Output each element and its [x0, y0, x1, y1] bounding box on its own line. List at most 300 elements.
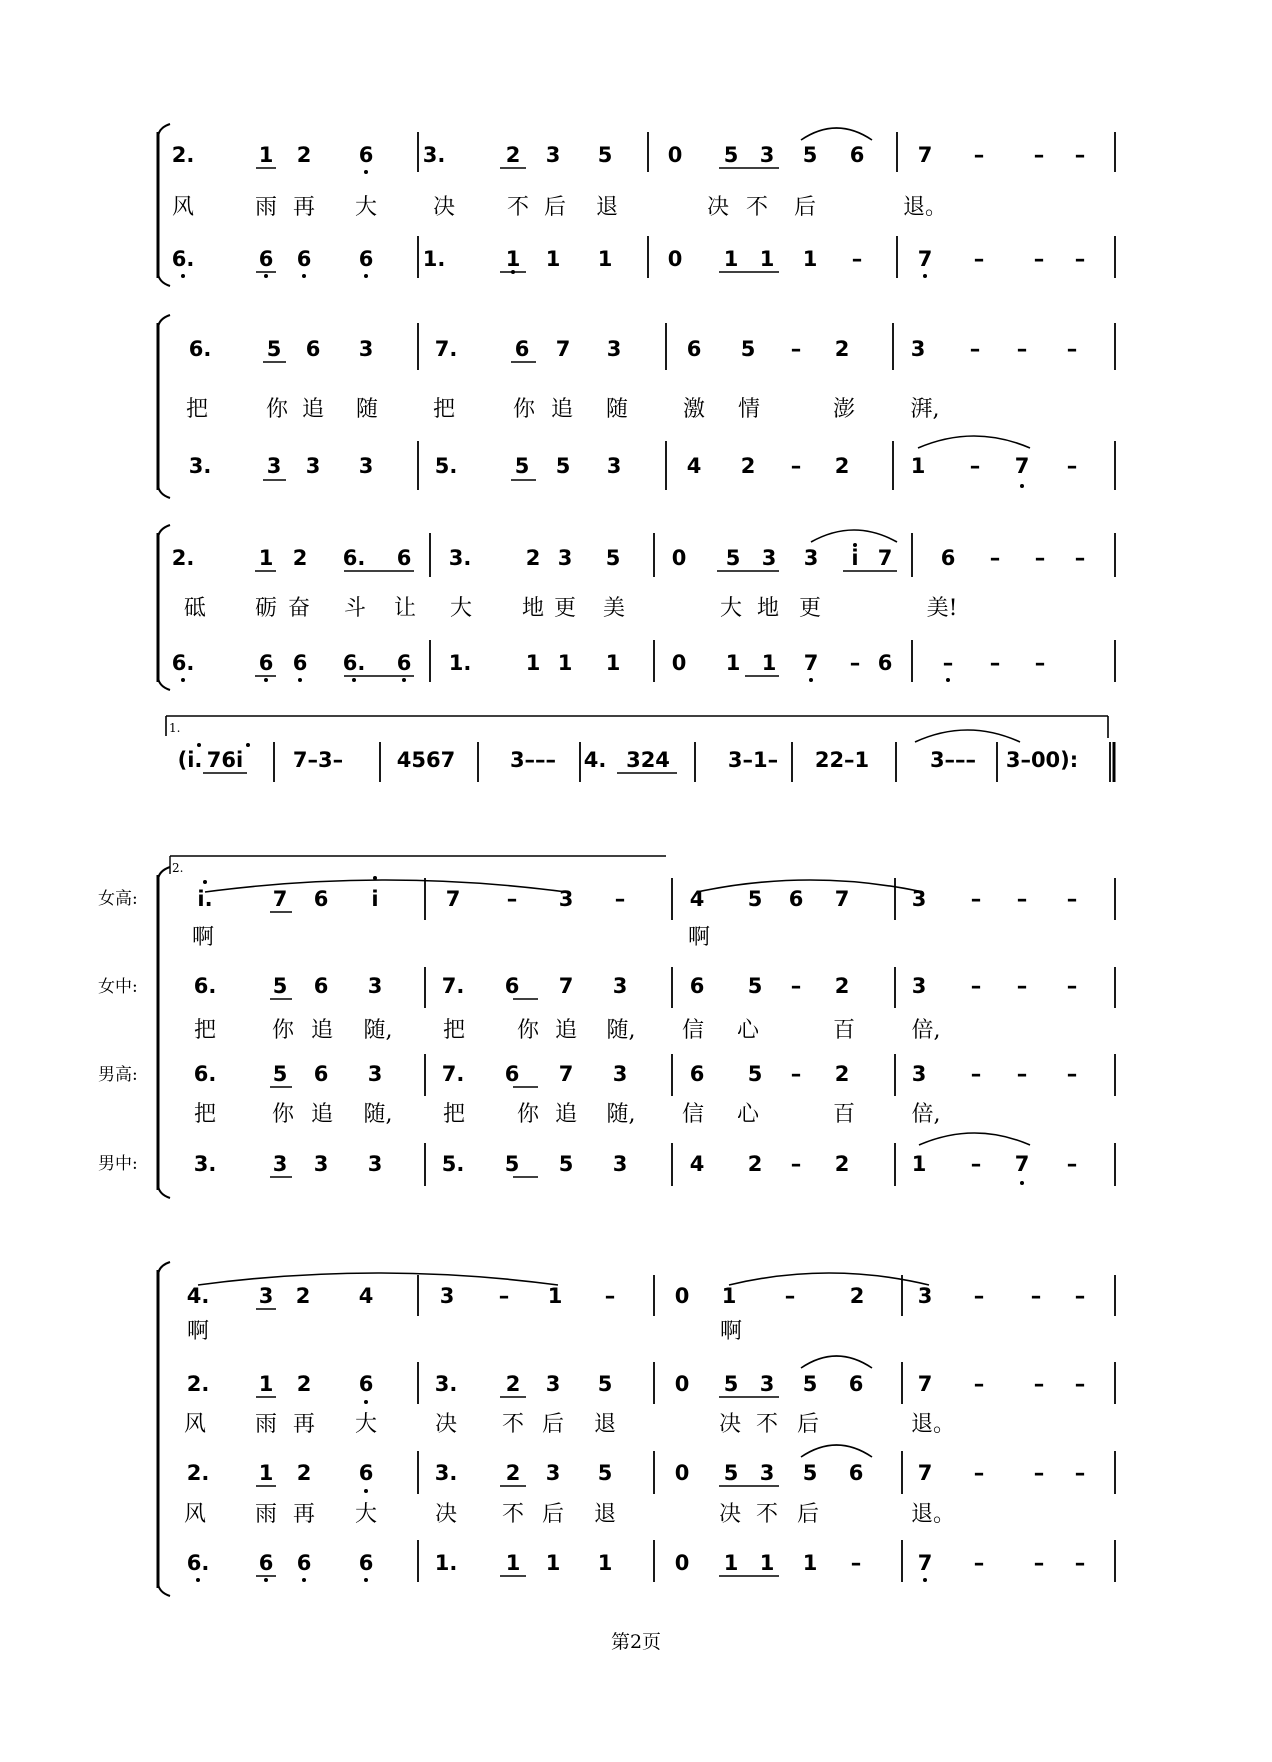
octave-dot: [809, 678, 813, 682]
octave-dot: [181, 678, 185, 682]
jianpu-note: 3: [358, 337, 374, 361]
jianpu-note: 3: [272, 1152, 288, 1176]
part-label: 女高:: [98, 889, 138, 909]
lyric-syllable: 激: [682, 397, 706, 422]
jianpu-note: 1: [545, 247, 561, 271]
jianpu-note: 3: [759, 1461, 775, 1485]
jianpu-note: 1: [759, 247, 775, 271]
jianpu-note: 4: [689, 887, 705, 911]
lyric-syllable: 啊: [186, 1319, 210, 1344]
jianpu-note: 6: [258, 247, 274, 271]
jianpu-note: –: [1066, 1062, 1078, 1086]
lyric-syllable: 决: [434, 1502, 458, 1527]
jianpu-note: 5: [555, 454, 571, 478]
jianpu-note: –: [498, 1284, 510, 1308]
jianpu-note: 5: [723, 1372, 739, 1396]
jianpu-note: 2.: [171, 143, 195, 167]
jianpu-note: 6: [689, 1062, 705, 1086]
lyric-syllable: 澎: [832, 397, 856, 422]
bracket-hook-bottom: [158, 676, 170, 690]
jianpu-note: 1: [505, 247, 521, 271]
lyric-syllable: 不: [506, 195, 530, 220]
jianpu-note: 5: [514, 454, 530, 478]
slur: [801, 128, 872, 140]
lyric-syllable: 随: [605, 397, 629, 422]
jianpu-note: 6: [258, 651, 274, 675]
octave-dot: [246, 743, 250, 747]
jianpu-note: 2: [296, 1372, 312, 1396]
jianpu-note: 5: [802, 143, 818, 167]
jianpu-note: 0: [674, 1284, 690, 1308]
part-label: 男中:: [98, 1154, 138, 1174]
jianpu-note: 7: [917, 143, 933, 167]
jianpu-note: 2: [740, 454, 756, 478]
jianpu-note: –: [851, 247, 863, 271]
interlude-segment: 4567: [396, 748, 456, 772]
lyric-syllable: 追: [554, 1102, 578, 1127]
jianpu-note: 5: [747, 974, 763, 998]
jianpu-note: 3: [911, 887, 927, 911]
jianpu-note: 5.: [434, 454, 458, 478]
jianpu-note: 6: [396, 546, 412, 570]
jianpu-note: 1.: [422, 247, 446, 271]
jianpu-note: 3: [305, 454, 321, 478]
lyric-syllable: 砥: [183, 596, 207, 621]
slur: [915, 730, 1020, 742]
jianpu-note: 1.: [448, 651, 472, 675]
jianpu-note: 1: [525, 651, 541, 675]
jianpu-note: –: [790, 454, 802, 478]
jianpu-note: 6: [504, 974, 520, 998]
jianpu-note: 2: [292, 546, 308, 570]
jianpu-note: 7: [834, 887, 850, 911]
volta-2-label: 2.: [172, 861, 184, 875]
lyric-syllable: 你: [516, 1018, 540, 1043]
jianpu-note: 5.: [441, 1152, 465, 1176]
jianpu-note: –: [1033, 1372, 1045, 1396]
jianpu-note: –: [942, 651, 954, 675]
lyric-syllable: 再: [292, 1502, 316, 1527]
jianpu-note: 1: [910, 454, 926, 478]
lyric-syllable: 不: [755, 1502, 779, 1527]
jianpu-note: 2: [296, 143, 312, 167]
octave-dot: [923, 274, 927, 278]
jianpu-note: 6.: [171, 247, 195, 271]
jianpu-note: –: [1033, 1461, 1045, 1485]
lyric-syllable: 信: [681, 1102, 705, 1127]
jianpu-note: 2: [296, 1461, 312, 1485]
bracket-hook-bottom: [158, 484, 170, 498]
jianpu-note: 7: [917, 1372, 933, 1396]
lyric-syllable: 地: [521, 596, 545, 621]
jianpu-note: 7: [1014, 454, 1030, 478]
jianpu-note: 2: [505, 143, 521, 167]
lyric-syllable: 大: [449, 596, 473, 621]
jianpu-note: –: [973, 1461, 985, 1485]
octave-dot: [264, 678, 268, 682]
lyric-syllable: 更: [798, 596, 822, 621]
lyric-syllable: 更: [553, 596, 577, 621]
interlude-segment: 4.: [583, 748, 607, 772]
jianpu-note: –: [1034, 546, 1046, 570]
jianpu-note: 3.: [422, 143, 446, 167]
lyric-syllable: 情: [737, 397, 761, 422]
jianpu-note: 6: [358, 1372, 374, 1396]
jianpu-note: 4: [358, 1284, 374, 1308]
jianpu-note: –: [1074, 1284, 1086, 1308]
interlude-segment: 3–1–: [727, 748, 779, 772]
jianpu-note: 6: [877, 651, 893, 675]
lyric-syllable: 不: [501, 1502, 525, 1527]
lyric-syllable: 退: [593, 1502, 617, 1527]
jianpu-note: –: [790, 337, 802, 361]
bracket-hook-top: [158, 867, 170, 881]
lyric-syllable: 退。: [910, 1502, 956, 1527]
jianpu-note: 6: [358, 143, 374, 167]
lyric-syllable: 心: [736, 1018, 760, 1043]
lyric-syllable: 随,: [606, 1018, 636, 1043]
jianpu-note: –: [969, 454, 981, 478]
jianpu-note: 1: [597, 247, 613, 271]
jianpu-note: –: [1074, 143, 1086, 167]
lyric-syllable: 湃,: [910, 397, 940, 422]
lyric-syllable: 随,: [363, 1102, 393, 1127]
lyric-syllable: 美!: [926, 596, 958, 621]
jianpu-note: –: [1074, 247, 1086, 271]
bracket-hook-bottom: [158, 1582, 170, 1596]
jianpu-note: 1: [258, 1461, 274, 1485]
lyric-syllable: 退: [595, 195, 619, 220]
jianpu-note: 6: [258, 1551, 274, 1575]
jianpu-note: 4: [689, 1152, 705, 1176]
lyric-syllable: 退。: [902, 195, 948, 220]
jianpu-note: –: [849, 651, 861, 675]
lyric-syllable: 雨: [254, 1412, 278, 1437]
jianpu-note: 3: [910, 337, 926, 361]
jianpu-note: –: [970, 1062, 982, 1086]
jianpu-note: 3: [612, 1062, 628, 1086]
lyric-syllable: 不: [745, 195, 769, 220]
jianpu-note: 5: [266, 337, 282, 361]
lyric-syllable: 你: [271, 1018, 295, 1043]
jianpu-note: –: [1066, 454, 1078, 478]
octave-dot: [302, 274, 306, 278]
lyric-syllable: 决: [718, 1412, 742, 1437]
lyric-syllable: 追: [550, 397, 574, 422]
jianpu-note: 3: [313, 1152, 329, 1176]
jianpu-note: 3.: [448, 546, 472, 570]
interlude-segment: 324: [626, 748, 670, 772]
jianpu-note: 2: [295, 1284, 311, 1308]
jianpu-note: 3: [557, 546, 573, 570]
jianpu-note: 2: [834, 974, 850, 998]
lyric-syllable: 你: [512, 397, 536, 422]
jianpu-note: 7.: [434, 337, 458, 361]
jianpu-note: –: [1016, 1062, 1028, 1086]
jianpu-note: –: [1034, 651, 1046, 675]
jianpu-note: 2.: [186, 1372, 210, 1396]
jianpu-note: 7: [555, 337, 571, 361]
score-text: [98, 143, 1085, 1653]
jianpu-note: 6: [940, 546, 956, 570]
octave-dot: [352, 678, 356, 682]
page-number: 第2页: [610, 1631, 662, 1653]
bracket-hook-bottom: [158, 272, 170, 286]
jianpu-note: –: [1030, 1284, 1042, 1308]
slur: [697, 880, 923, 892]
jianpu-note: 3: [803, 546, 819, 570]
jianpu-note: 0: [674, 1461, 690, 1485]
jianpu-note: 3: [367, 974, 383, 998]
jianpu-note: –: [973, 1551, 985, 1575]
jianpu-note: 3: [367, 1062, 383, 1086]
lyric-syllable: 决: [706, 195, 730, 220]
jianpu-note: –: [1074, 1551, 1086, 1575]
jianpu-note: 6: [396, 651, 412, 675]
jianpu-note: 3: [606, 454, 622, 478]
jianpu-note: –: [1074, 546, 1086, 570]
lyric-syllable: 决: [434, 1412, 458, 1437]
part-label: 男高:: [98, 1065, 138, 1085]
jianpu-note: 1: [605, 651, 621, 675]
octave-dot: [1020, 1181, 1024, 1185]
jianpu-note: 3: [266, 454, 282, 478]
lyric-syllable: 让: [393, 596, 417, 621]
jianpu-note: 1: [761, 651, 777, 675]
lyric-syllable: 风: [183, 1502, 207, 1527]
bracket-hook-top: [158, 315, 170, 329]
jianpu-note: 0: [667, 247, 683, 271]
jianpu-note: –: [1033, 143, 1045, 167]
jianpu-note: 1: [759, 1551, 775, 1575]
jianpu-note: –: [1066, 1152, 1078, 1176]
jianpu-note: 1: [802, 247, 818, 271]
lyric-syllable: 随,: [363, 1018, 393, 1043]
jianpu-note: 1: [258, 546, 274, 570]
jianpu-note: 1: [547, 1284, 563, 1308]
lyric-syllable: 追: [310, 1018, 334, 1043]
octave-dot: [203, 880, 207, 884]
jianpu-note: 1: [258, 143, 274, 167]
lyric-syllable: 把: [193, 1018, 217, 1043]
lyric-syllable: 斗: [343, 596, 367, 621]
jianpu-note: 1.: [434, 1551, 458, 1575]
jianpu-note: 1: [505, 1551, 521, 1575]
jianpu-note: 3.: [188, 454, 212, 478]
jianpu-note: 6: [514, 337, 530, 361]
jianpu-note: 7: [803, 651, 819, 675]
octave-dot: [197, 743, 201, 747]
jianpu-note: –: [850, 1551, 862, 1575]
lyric-syllable: 把: [432, 397, 456, 422]
octave-dot: [264, 1578, 268, 1582]
lyric-syllable: 大: [354, 1502, 378, 1527]
jianpu-note: –: [969, 337, 981, 361]
jianpu-note: 4: [686, 454, 702, 478]
jianpu-note: –: [604, 1284, 616, 1308]
lyric-syllable: 随: [355, 397, 379, 422]
volta-1-label: 1.: [169, 721, 181, 735]
octave-dot: [946, 678, 950, 682]
jianpu-note: 6: [358, 247, 374, 271]
jianpu-note: 4.: [186, 1284, 210, 1308]
jianpu-note: –: [1016, 337, 1028, 361]
jianpu-note: 6: [313, 1062, 329, 1086]
jianpu-note: –: [970, 1152, 982, 1176]
octave-dot: [402, 678, 406, 682]
interlude-segment: (i.: [177, 748, 203, 772]
jianpu-note: 5: [272, 974, 288, 998]
jianpu-note: –: [1074, 1461, 1086, 1485]
lyric-syllable: 美: [602, 596, 626, 621]
jianpu-note: 1: [545, 1551, 561, 1575]
jianpu-note: –: [989, 546, 1001, 570]
lyric-syllable: 后: [796, 1502, 820, 1527]
jianpu-note: –: [790, 1152, 802, 1176]
jianpu-note: 2: [525, 546, 541, 570]
jianpu-note: 3: [439, 1284, 455, 1308]
jianpu-note: 6.: [171, 651, 195, 675]
slur: [801, 1356, 872, 1368]
jianpu-note: 7: [917, 1461, 933, 1485]
lyric-syllable: 信: [681, 1018, 705, 1043]
jianpu-note: 5: [605, 546, 621, 570]
jianpu-note: 5: [725, 546, 741, 570]
slur: [729, 1273, 929, 1285]
bracket-hook-top: [158, 124, 170, 138]
jianpu-note: 6: [504, 1062, 520, 1086]
jianpu-note: 1: [597, 1551, 613, 1575]
jianpu-note: –: [970, 974, 982, 998]
jianpu-note: 2: [834, 1062, 850, 1086]
lyric-syllable: 随,: [606, 1102, 636, 1127]
jianpu-note: 3: [358, 454, 374, 478]
lyric-syllable: 把: [442, 1102, 466, 1127]
lyric-syllable: 雨: [254, 195, 278, 220]
lyric-syllable: 后: [541, 1412, 565, 1437]
jianpu-note: 6: [849, 143, 865, 167]
jianpu-note: 5: [747, 887, 763, 911]
lyric-syllable: 啊: [191, 925, 215, 950]
jianpu-note: 2.: [171, 546, 195, 570]
octave-dot: [298, 678, 302, 682]
jianpu-note: 7: [917, 1551, 933, 1575]
jianpu-note: 3: [545, 143, 561, 167]
jianpu-note: 6.: [342, 651, 366, 675]
jianpu-note: 3: [759, 1372, 775, 1396]
jianpu-note: –: [989, 651, 1001, 675]
lyric-syllable: 后: [796, 1412, 820, 1437]
jianpu-note: 3: [606, 337, 622, 361]
jianpu-note: 3: [612, 1152, 628, 1176]
jianpu-note: 6.: [342, 546, 366, 570]
octave-dot: [196, 1578, 200, 1582]
lyric-syllable: 百: [832, 1018, 856, 1043]
jianpu-note: 6: [313, 974, 329, 998]
jianpu-note: 7: [917, 247, 933, 271]
jianpu-note: 6: [296, 1551, 312, 1575]
jianpu-note: 0: [671, 651, 687, 675]
jianpu-note: 3: [545, 1461, 561, 1485]
jianpu-note: 3: [545, 1372, 561, 1396]
jianpu-note: 1: [258, 1372, 274, 1396]
jianpu-note: 7: [877, 546, 893, 570]
jianpu-note: 7: [272, 887, 288, 911]
lyric-syllable: 把: [442, 1018, 466, 1043]
lyric-syllable: 决: [718, 1502, 742, 1527]
jianpu-note: 6: [296, 247, 312, 271]
jianpu-note: 2: [834, 337, 850, 361]
interlude-segment: 22–1: [814, 748, 870, 772]
slur: [811, 530, 897, 542]
jianpu-note: 0: [671, 546, 687, 570]
lyric-syllable: 后: [793, 195, 817, 220]
jianpu-note: 0: [674, 1372, 690, 1396]
jianpu-note: –: [1016, 974, 1028, 998]
jianpu-note: –: [1016, 887, 1028, 911]
jianpu-note: 7: [558, 1062, 574, 1086]
jianpu-note: 6: [848, 1372, 864, 1396]
jianpu-note: –: [973, 1284, 985, 1308]
jianpu-note: 6: [848, 1461, 864, 1485]
lyric-syllable: 你: [516, 1102, 540, 1127]
octave-dot: [364, 274, 368, 278]
jianpu-note: 5: [597, 1372, 613, 1396]
lyric-syllable: 风: [183, 1412, 207, 1437]
lyric-syllable: 啊: [687, 925, 711, 950]
jianpu-note: 5: [723, 143, 739, 167]
lyric-syllable: 大: [354, 1412, 378, 1437]
jianpu-note: –: [790, 1062, 802, 1086]
jianpu-note: 7.: [441, 1062, 465, 1086]
jianpu-note: 7: [558, 974, 574, 998]
lyric-syllable: 不: [755, 1412, 779, 1437]
jianpu-note: 2.: [186, 1461, 210, 1485]
lyric-syllable: 啊: [719, 1319, 743, 1344]
jianpu-note: 6.: [188, 337, 212, 361]
jianpu-note: 1: [723, 247, 739, 271]
jianpu-note: 3: [612, 974, 628, 998]
jianpu-note: 1: [723, 1551, 739, 1575]
lyric-syllable: 决: [432, 195, 456, 220]
jianpu-note: –: [784, 1284, 796, 1308]
jianpu-note: –: [1033, 1551, 1045, 1575]
jianpu-note: i: [371, 887, 379, 911]
jianpu-note: –: [1066, 887, 1078, 911]
lyric-syllable: 不: [501, 1412, 525, 1437]
part-label: 女中:: [98, 977, 138, 997]
jianpu-note: 7: [445, 887, 461, 911]
octave-dot: [364, 170, 368, 174]
jianpu-note: 5: [597, 143, 613, 167]
lyric-syllable: 把: [185, 397, 209, 422]
jianpu-note: 6: [313, 887, 329, 911]
jianpu-note: 3.: [434, 1372, 458, 1396]
jianpu-note: 6: [788, 887, 804, 911]
jianpu-note: 5: [802, 1461, 818, 1485]
octave-dot: [1020, 484, 1024, 488]
jianpu-note: 6.: [193, 1062, 217, 1086]
jianpu-note: 6: [292, 651, 308, 675]
octave-dot: [923, 1578, 927, 1582]
jianpu-note: 3: [917, 1284, 933, 1308]
jianpu-note: 5: [740, 337, 756, 361]
slur: [918, 436, 1030, 448]
jianpu-note: 7: [1014, 1152, 1030, 1176]
slur: [919, 1133, 1030, 1145]
jianpu-note: 5: [723, 1461, 739, 1485]
jianpu-note: 3: [911, 1062, 927, 1086]
